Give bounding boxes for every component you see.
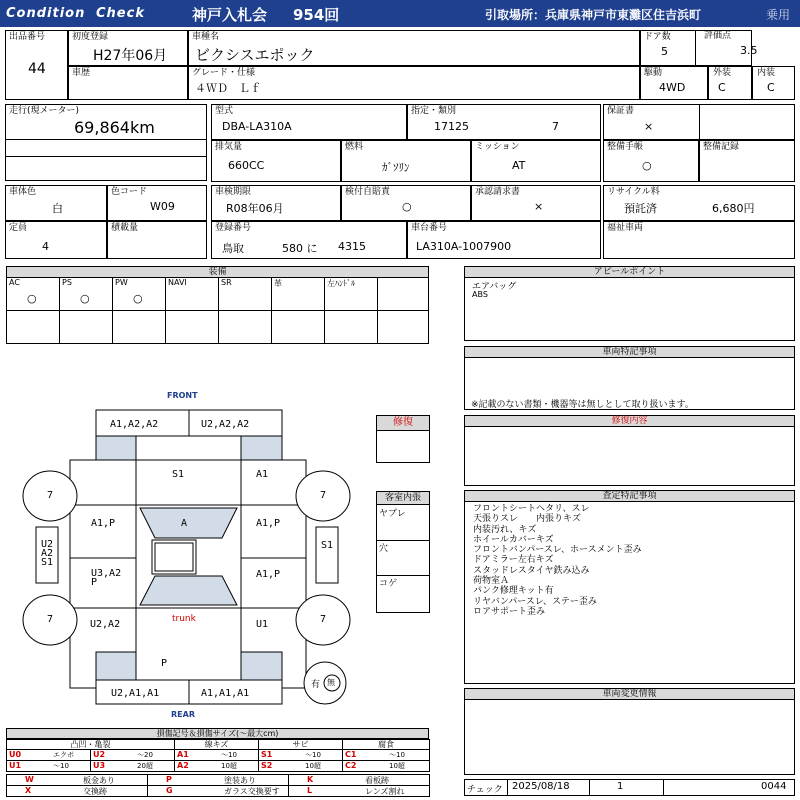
drive-cell: 駆動 4WD: [640, 66, 708, 100]
check-date: 2025/08/18: [512, 781, 570, 792]
chassis-cell: 車台番号 LA310A-1007900: [407, 221, 601, 259]
appeal-box: エアバッグ ABS: [464, 277, 795, 341]
welfare-cell: 福祉車両: [603, 221, 795, 259]
check-footer: チェック 2025/08/18 1 0044: [464, 779, 795, 796]
mission-cell: ミッション AT: [471, 140, 601, 182]
legend-item: S2 10超: [258, 760, 343, 772]
damage-legend: 損傷記号＆損傷サイズ(〜最大cm) 凸凹・亀裂 線キズ サビ 腐食 U0 エクボ U2 〜20 A1 〜10 S1 〜10 C1 〜10 U1 〜10 U3 20超 A2 10超 S2 10超 C2 10超 W 板金あり P 塗装あり K 看板跡 X 交換跡 G ガラス交換要す L レンズ割れ: [6, 728, 429, 796]
legend-mark: P 塗装あり: [147, 774, 289, 786]
repair-side-box: 修復: [376, 415, 430, 463]
legend-col-header: 腐食: [342, 739, 430, 750]
body-color-value: 白: [52, 202, 63, 215]
model-cell: 車種名 ビクシスエポック: [188, 30, 640, 66]
legend-item: S1 〜10: [258, 749, 343, 761]
drive-value: 4WD: [659, 81, 686, 94]
tire-fl: 7: [47, 490, 54, 501]
change-box: [464, 699, 795, 775]
first-reg-value: H27年06月: [93, 48, 168, 64]
legend-col-header: サビ: [258, 739, 343, 750]
legend-item: U1 〜10: [6, 760, 91, 772]
warranty-value: ×: [644, 120, 654, 133]
legend-mark: X 交換跡: [6, 785, 148, 797]
inspection-note-line: ホイールカバーキズ: [473, 534, 554, 545]
maint-record-cell: 整備記録: [699, 140, 795, 182]
color-code-value: W09: [150, 200, 175, 213]
inspection-cell: 車検期限 R08年06月: [211, 185, 341, 221]
equip-col-pw: PW ○: [112, 277, 166, 311]
equip-col-左ﾊﾝﾄﾞﾙ: 左ﾊﾝﾄﾞﾙ: [324, 277, 378, 311]
inspection-note-line: 内装汚れ、キズ: [473, 524, 537, 535]
grade-value: ４ＷＤ Ｌｆ: [195, 82, 261, 95]
legend-item: U0 エクボ: [6, 749, 91, 761]
type-code-value: DBA-LA310A: [222, 120, 292, 133]
equip-col-革: 革: [271, 277, 325, 311]
equip-col-sr: SR: [218, 277, 272, 311]
inspection-notes-box: [464, 501, 795, 684]
lot-cell: 出品番号 44: [5, 30, 68, 100]
legend-col-header: 線キズ: [174, 739, 259, 750]
body-color-cell: 車体色 白: [5, 185, 107, 221]
front-label: FRONT: [167, 391, 198, 400]
maint-book-value: ○: [642, 159, 652, 172]
color-code-cell: 色コード W09: [107, 185, 207, 221]
legend-col-header: 凸凹・亀裂: [6, 739, 175, 750]
recycle-cell: リサイクル料 預託済 6,680円: [603, 185, 795, 221]
equip-col-ac: AC ○: [6, 277, 60, 311]
equip-title: 装備: [6, 266, 429, 278]
mission-value: AT: [512, 159, 526, 172]
change-title: 車両変更情報: [464, 688, 795, 700]
inspection-note-line: ドアミラー左右キズ: [473, 555, 554, 566]
tire-rl: 7: [47, 614, 54, 625]
doors-value: 5: [661, 45, 668, 58]
exterior-value: C: [718, 81, 726, 94]
history-cell: 車歴: [68, 66, 188, 100]
maint-book-cell: 整備手帳 ○: [603, 140, 699, 182]
mileage-cell: 走行(現メーター) 69,864km: [5, 104, 207, 181]
displacement-cell: 排気量 660CC: [211, 140, 341, 182]
tire-fr: 7: [320, 490, 327, 501]
inspection-note-line: リヤバンパースレ、ステー歪み: [473, 596, 597, 607]
legend-item: A2 10超: [174, 760, 259, 772]
check-code: 0044: [761, 781, 787, 792]
mileage-value: 69,864km: [74, 118, 155, 137]
lot-number: 44: [28, 61, 46, 77]
exterior-cell: 外装 C: [708, 66, 752, 100]
inspection-value: R08年06月: [226, 202, 284, 215]
insurance-cell: 検付自賠責 ○: [341, 185, 471, 221]
trunk-label: trunk: [172, 614, 196, 624]
legend-item: U3 20超: [90, 760, 175, 772]
auction-session: 954回: [293, 6, 340, 24]
repair-box: [464, 426, 795, 486]
type-code-cell: 型式 DBA-LA310A: [211, 104, 407, 140]
legend-item: C1 〜10: [342, 749, 430, 761]
capacity-value: 4: [42, 240, 49, 253]
cabin-box: 客室内張 ヤブレ 穴 コゲ: [376, 491, 430, 613]
repair-title: 修復内容: [464, 415, 795, 427]
insurance-value: ○: [402, 200, 412, 213]
header-bar: [0, 0, 800, 27]
inspection-notes-title: 査定特記事項: [464, 490, 795, 502]
special-box: [464, 357, 795, 410]
inspection-note-line: パンク修理キット有: [473, 586, 554, 597]
warranty-cell: 保証書 ×: [603, 104, 795, 140]
brand-text-2: Check: [96, 6, 145, 21]
designation-cell: 指定・類別 17125 7: [407, 104, 601, 140]
approval-cell: 承認請求書 ×: [471, 185, 601, 221]
interior-cell: 内装 C: [752, 66, 795, 100]
equip-col-ps: PS ○: [59, 277, 113, 311]
appeal-title: アピールポイント: [464, 266, 795, 278]
rear-label: REAR: [171, 710, 195, 719]
reg-no-cell: 登録番号 鳥取 580 に 4315: [211, 221, 407, 259]
doors-cell: ドア数 5: [640, 30, 696, 66]
inspection-note-line: スタッドレスタイヤ鉄み込み: [473, 565, 590, 576]
inspection-note-line: 荷物室Ａ: [473, 576, 510, 587]
legend-item: U2 〜20: [90, 749, 175, 761]
inspection-note-line: ロアサポート歪み: [473, 606, 546, 617]
pickup-location: 引取場所：兵庫県神戸市東灘区住吉浜町: [485, 8, 702, 22]
first-reg-cell: 初度登録 H27年06月: [68, 30, 188, 66]
category-badge: 乗用: [766, 8, 791, 22]
approval-value: ×: [534, 200, 544, 213]
spare-tire-icon: 無: [327, 678, 335, 687]
inspection-note-line: 天張りスレ 内張りキズ: [473, 514, 581, 525]
grade-cell: グレード・仕様 ４ＷＤ Ｌｆ: [188, 66, 640, 100]
car-diagram: FRONT REAR A1,A2,A2 U2,A2,A2 S1 A1 A A1,P A1,P U3,A2 P A1,P U2,A2 U1 trunk P U2,A1,A1 A1,A1,A1 U2 A2 S1 S1 7 7 7 7 有 無: [0, 380, 376, 725]
auction-title: 神戸入札会: [192, 6, 268, 24]
equip-col-navi: NAVI: [165, 277, 219, 311]
load-cell: 積載量: [107, 221, 207, 259]
capacity-cell: 定員 4: [5, 221, 107, 259]
displacement-value: 660CC: [228, 159, 265, 172]
recycle-amount: 6,680円: [712, 202, 755, 215]
inspection-note-line: フロントバンパースレ、ホースメント歪み: [473, 545, 642, 556]
legend-mark: W 板金あり: [6, 774, 148, 786]
chassis-value: LA310A-1007900: [416, 240, 512, 253]
fuel-value: ｶﾞｿﾘﾝ: [382, 161, 410, 174]
model-name: ビクシスエポック: [195, 46, 315, 64]
car-outline: [0, 380, 376, 725]
legend-mark: K 看板跡: [288, 774, 430, 786]
special-note: ※記載のない書類・機器等は無しとして取り扱います。: [471, 400, 694, 410]
legend-item: C2 10超: [342, 760, 430, 772]
brand-text: Condition: [6, 6, 86, 21]
tire-rr: 7: [320, 614, 327, 625]
legend-item: A1 〜10: [174, 749, 259, 761]
inspection-note-line: フロントシートヘタリ、スレ: [473, 504, 590, 514]
fuel-cell: 燃料 ｶﾞｿﾘﾝ: [341, 140, 471, 182]
legend-mark: L レンズ割れ: [288, 785, 430, 797]
special-title: 車両特記事項: [464, 346, 795, 358]
legend-mark: G ガラス交換要す: [147, 785, 289, 797]
interior-value: C: [767, 81, 775, 94]
equipment-table: [6, 277, 429, 345]
score-value: 3.5: [740, 44, 758, 57]
